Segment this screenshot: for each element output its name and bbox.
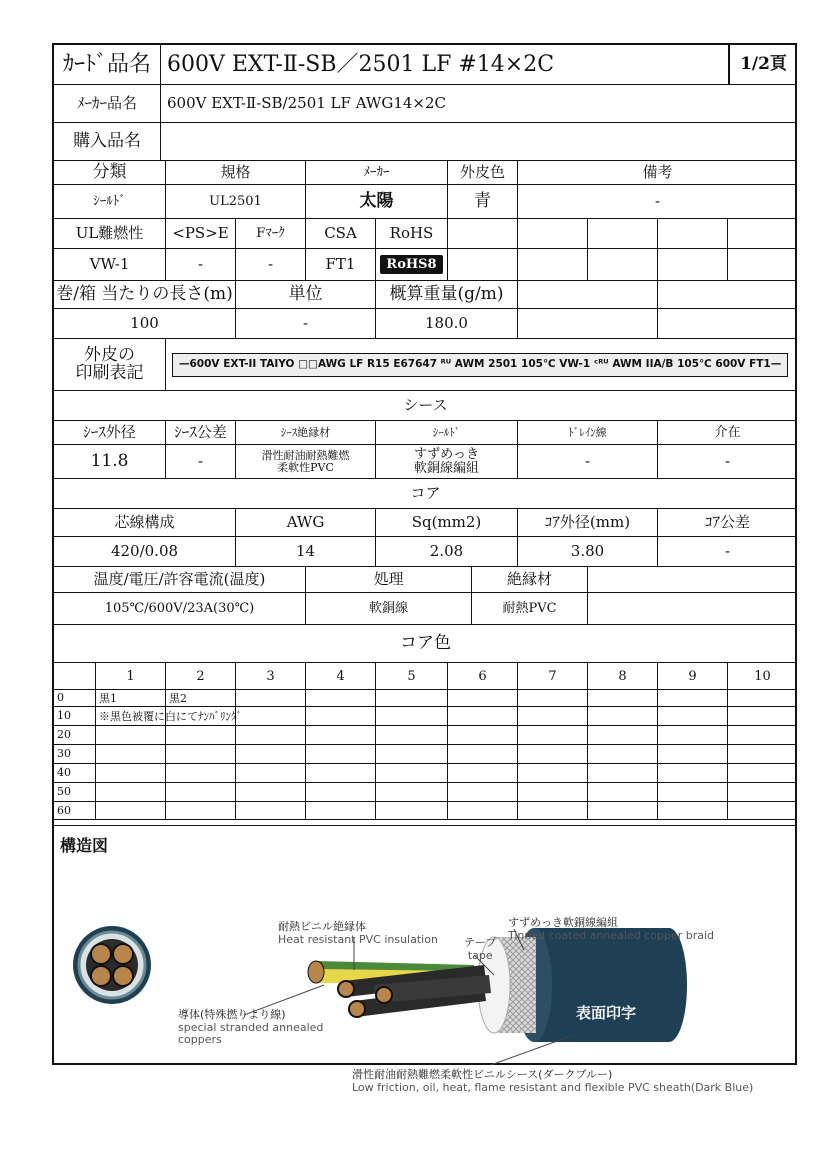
unit-value: -: [236, 309, 376, 338]
core-color-header-row: [54, 663, 795, 690]
core-title: コア: [410, 483, 441, 502]
card-name-row: [54, 45, 795, 85]
printing-text: —600V EXT-II TAIYO □□AWG LF R15 E67647 ᴿᵁ AWM 2501 105℃ VW-1 ᶜᴿᵁ AWM IIA/B 105℃ 600V FT1—: [172, 353, 788, 377]
spec-sheet: [52, 43, 797, 1094]
core-color-row-index: 10: [54, 706, 96, 725]
core-color-cell: [588, 763, 658, 782]
core-color-row: [54, 689, 795, 707]
blank-cell: [588, 219, 658, 248]
core-color-cell: [728, 763, 797, 782]
core-color-cell: [588, 706, 658, 725]
core-color-cell: [376, 763, 448, 782]
core-color-cell: [728, 801, 797, 819]
sq-header: Sq(mm2): [376, 509, 518, 536]
core-color-cell: [306, 706, 376, 725]
blank-cell: [448, 249, 518, 280]
core-color-cell: [166, 725, 236, 744]
core-color-cell: [96, 782, 166, 801]
core-color-cell: [448, 725, 518, 744]
core-color-cell: [448, 689, 518, 706]
strand-header: 芯線構成: [54, 509, 236, 536]
core-header-row: [54, 509, 795, 537]
class-value: ｼｰﾙﾄﾞ: [54, 185, 166, 218]
core-title-row: [54, 479, 795, 509]
flame-value-row: [54, 249, 795, 281]
sheath-label: [352, 1069, 753, 1094]
core-color-cell: [166, 801, 236, 819]
maker-value: 太陽: [306, 185, 448, 218]
surface-print-label: 表面印字: [576, 1004, 637, 1022]
tape-label: [464, 937, 496, 962]
blank-cell: [658, 249, 728, 280]
insulation-label-en: Heat resistant PVC insulation: [278, 932, 438, 946]
sheath-tolerance-header: ｼｰｽ公差: [166, 421, 236, 444]
core-color-cell: [658, 763, 728, 782]
core-color-cell: [306, 782, 376, 801]
core-color-column-header: 1: [96, 663, 166, 689]
cross-section-icon: [73, 926, 151, 1004]
core-color-row: [54, 782, 795, 802]
maker-name-value: 600V EXT-Ⅱ-SB/2501 LF AWG14×2C: [167, 93, 446, 112]
blank-cell: [658, 309, 797, 338]
core-color-cell: [306, 689, 376, 706]
core-color-cell: [728, 725, 797, 744]
core-color-cell: [518, 706, 588, 725]
core-color-cell: [658, 801, 728, 819]
filler-header: 介在: [714, 424, 741, 440]
core-color-cell: [518, 725, 588, 744]
core-color-column-header: 9: [658, 663, 728, 689]
rating-value: 105℃/600V/23A(30℃): [54, 593, 306, 624]
braid-label-en: Tinned coated annealed copper braid: [508, 928, 715, 942]
core-color-cell: [306, 744, 376, 763]
core-color-cell: [448, 801, 518, 819]
printing-label: [54, 339, 166, 390]
drain-value: -: [518, 445, 658, 478]
core-color-cell: [728, 744, 797, 763]
core-header2-row: [54, 567, 795, 593]
unit-header: 単位: [236, 281, 376, 308]
sheath-title: シース: [403, 395, 448, 414]
core-tolerance-header: ｺｱ公差: [704, 512, 750, 531]
sheath-value-row: [54, 445, 795, 479]
core-color-cell: 黒1: [96, 689, 166, 706]
weight-value: 180.0: [376, 309, 518, 338]
core-color-cell: [236, 801, 306, 819]
core-color-column-header: 8: [588, 663, 658, 689]
rohs-header: RoHS: [376, 219, 448, 248]
core-color-row: [54, 706, 795, 726]
braid-label-jp: すずめっき軟銅線編組: [508, 916, 618, 929]
tape-label-jp: テープ: [464, 936, 497, 949]
core-color-cell: [658, 725, 728, 744]
core-color-cell: [236, 763, 306, 782]
core-color-cell: [658, 782, 728, 801]
core-color-cell: [658, 689, 728, 706]
flame-header: UL難燃性: [54, 219, 166, 248]
classification-header-row: [54, 161, 795, 185]
core-color-cell: [376, 689, 448, 706]
core-color-row: [54, 725, 795, 745]
blank-cell: [658, 219, 728, 248]
core-color-cell: [518, 744, 588, 763]
core-color-cell: [166, 763, 236, 782]
classification-value-row: [54, 185, 795, 219]
length-header: 巻/箱 当たりの長さ(m): [54, 281, 236, 308]
standard-value: UL2501: [166, 185, 306, 218]
sheath-header-row: [54, 421, 795, 445]
maker-name-label: ﾒｰｶｰ品名: [54, 85, 161, 122]
flame-header-row: [54, 219, 795, 249]
core-color-cell: [376, 706, 448, 725]
sheath-label-en: Low friction, oil, heat, flame resistant and flexible PVC sheath(Dark Blue): [352, 1080, 754, 1094]
core-color-column-header: 3: [236, 663, 306, 689]
core-color-cell: 黒2: [166, 689, 236, 706]
class-header: 分類: [54, 161, 166, 184]
structure-title: 構造図: [60, 836, 109, 855]
core-color-cell: [376, 782, 448, 801]
printing-label-line1: 外皮の: [84, 344, 135, 365]
core-color-column-header: 5: [376, 663, 448, 689]
core-color-cell: [376, 801, 448, 819]
purchase-name-label: 購入品名: [54, 123, 161, 160]
core-color-cell: [448, 763, 518, 782]
rating-header: 温度/電圧/許容電流(温度): [54, 567, 306, 592]
pse-value: -: [166, 249, 236, 280]
core-color-cell: [588, 689, 658, 706]
blank-cell: [448, 219, 518, 248]
pse-header: <PS>E: [166, 219, 236, 248]
core-od-value: 3.80: [518, 537, 658, 566]
printing-row: [54, 339, 795, 391]
sheath-od-header: ｼｰｽ外径: [54, 421, 166, 444]
core-color-cell: [306, 801, 376, 819]
rohs-value: [376, 249, 448, 280]
core-color-cell: [588, 744, 658, 763]
core-color-cell: [658, 706, 728, 725]
core-color-row-index: 30: [54, 744, 96, 763]
core-color-cell: [376, 744, 448, 763]
insulation-label: [278, 921, 438, 946]
blank-cell: [518, 309, 658, 338]
core-tolerance-value: -: [724, 541, 731, 560]
core-color-cell: [96, 763, 166, 782]
core-color-corner: [54, 663, 96, 689]
core-color-cell: [518, 689, 588, 706]
blank-cell: [728, 219, 797, 248]
core-color-cell: [236, 725, 306, 744]
conductor-label-en2: coppers: [178, 1033, 222, 1047]
core-color-column-header: 6: [448, 663, 518, 689]
awg-value: 14: [236, 537, 376, 566]
core-color-row: [54, 763, 795, 783]
insulation-value: 耐熱PVC: [472, 593, 588, 624]
csa-value: FT1: [306, 249, 376, 280]
insulation-header: 絶縁材: [472, 567, 588, 592]
card-name-label: ｶｰﾄﾞ品名: [54, 45, 161, 84]
core-color-cell: [518, 801, 588, 819]
structure-diagram: [54, 825, 795, 1094]
core-value-row: [54, 537, 795, 567]
csa-header: CSA: [306, 219, 376, 248]
core-color-cell: [448, 744, 518, 763]
flame-value: VW-1: [54, 249, 166, 280]
core-od-header: ｺｱ外径(mm): [518, 509, 658, 536]
core-color-cell: [96, 744, 166, 763]
jacket-color-header: 外皮色: [448, 161, 518, 184]
core-color-row-index: 50: [54, 782, 96, 801]
blank-cell: [518, 249, 588, 280]
weight-header: 概算重量(g/m): [376, 281, 518, 308]
blank-cell: [518, 219, 588, 248]
core-value2-row: [54, 593, 795, 625]
core-color-row-index: 0: [54, 689, 96, 706]
sheath-title-row: [54, 391, 795, 421]
core-color-title: コア色: [400, 632, 451, 653]
core-color-cell: [236, 689, 306, 706]
blank-cell: [588, 593, 797, 624]
maker-header: ﾒｰｶｰ: [306, 161, 448, 184]
core-color-cell: [448, 706, 518, 725]
core-color-cell: [658, 744, 728, 763]
core-color-cell: [96, 801, 166, 819]
core-color-column-header: 10: [754, 668, 771, 684]
core-color-cell: [518, 782, 588, 801]
core-color-cell: [96, 725, 166, 744]
remarks-value: -: [654, 191, 661, 210]
core-color-table: [54, 663, 795, 826]
blank-cell: [588, 249, 658, 280]
core-color-cell: ※黒色被覆に白にてﾅﾝﾊﾞﾘﾝｸﾞ: [96, 706, 166, 725]
shield-header: ｼｰﾙﾄﾞ: [376, 421, 518, 444]
tape-label-en: tape: [467, 948, 493, 962]
core-color-cell: [728, 689, 797, 706]
core-color-cell: [376, 725, 448, 744]
core-color-cell: [588, 782, 658, 801]
conductor-label-jp: 導体(特殊撚りより線): [178, 1008, 286, 1021]
conductor-label-en1: special stranded annealed: [178, 1020, 324, 1034]
core-color-cell: [518, 763, 588, 782]
length-value: 100: [54, 309, 236, 338]
core-color-column-header: 2: [166, 663, 236, 689]
standard-header: 規格: [166, 161, 306, 184]
strand-value: 420/0.08: [54, 537, 236, 566]
purchase-name-value: [161, 123, 797, 160]
core-color-cell: [166, 744, 236, 763]
core-color-cell: [236, 706, 306, 725]
remarks-header: 備考: [642, 162, 673, 181]
treatment-header: 処理: [306, 567, 472, 592]
maker-name-row: [54, 85, 795, 123]
jacket-color-value: 青: [448, 185, 518, 218]
blank-cell: [728, 249, 797, 280]
conductor-label: [178, 1009, 323, 1047]
core-color-cell: [236, 744, 306, 763]
core-color-row-index: 20: [54, 725, 96, 744]
core-color-title-row: [54, 625, 795, 663]
rohs-badge: RoHS8: [380, 255, 442, 275]
core-color-column-header: 7: [518, 663, 588, 689]
insulation-label-jp: 耐熱ビニル絶縁体: [278, 920, 366, 933]
core-color-cell: [306, 725, 376, 744]
printing-cell: [166, 339, 797, 390]
sheath-od-value: 11.8: [54, 445, 166, 478]
length-value-row: [54, 309, 795, 339]
treatment-value: 軟銅線: [306, 593, 472, 624]
printing-label-line2: 印刷表記: [75, 362, 144, 383]
core-color-cell: [588, 801, 658, 819]
core-color-row: [54, 744, 795, 764]
drain-header: ﾄﾞﾚｲﾝ線: [518, 421, 658, 444]
blank-cell: [658, 281, 797, 308]
sheath-tolerance-value: -: [166, 445, 236, 478]
core-color-cell: [728, 706, 797, 725]
sheath-label-jp: 滑性耐油耐熱難燃柔軟性ビニルシース(ダークブルー): [352, 1068, 613, 1081]
length-header-row: [54, 281, 795, 309]
shield-value: すずめっき 軟銅線編組: [376, 445, 518, 478]
core-color-cell: [166, 782, 236, 801]
sq-value: 2.08: [376, 537, 518, 566]
core-color-cell: [236, 782, 306, 801]
core-color-cell: [448, 782, 518, 801]
purchase-name-row: [54, 123, 795, 161]
page-number: 1/2頁: [729, 45, 797, 84]
core-color-column-header: 4: [306, 663, 376, 689]
core-color-cell: [306, 763, 376, 782]
core-color-cell: [728, 782, 797, 801]
blank-cell: [588, 567, 797, 592]
core-color-row-index: 60: [54, 801, 96, 819]
f-mark-header: Fﾏｰｸ: [236, 219, 306, 248]
blank-cell: [518, 281, 658, 308]
f-mark-value: -: [236, 249, 306, 280]
core-color-row-index: 40: [54, 763, 96, 782]
awg-header: AWG: [236, 509, 376, 536]
core-color-cell: [588, 725, 658, 744]
card-name-value: 600V EXT-Ⅱ-SB／2501 LF #14×2C: [161, 45, 729, 84]
sheath-insulation-value: 滑性耐油耐熱難燃 柔軟性PVC: [236, 445, 376, 478]
braid-label: [508, 917, 714, 942]
filler-value: -: [724, 451, 731, 470]
sheath-insulation-header: ｼｰｽ絶縁材: [236, 421, 376, 444]
core-color-row: [54, 801, 795, 820]
